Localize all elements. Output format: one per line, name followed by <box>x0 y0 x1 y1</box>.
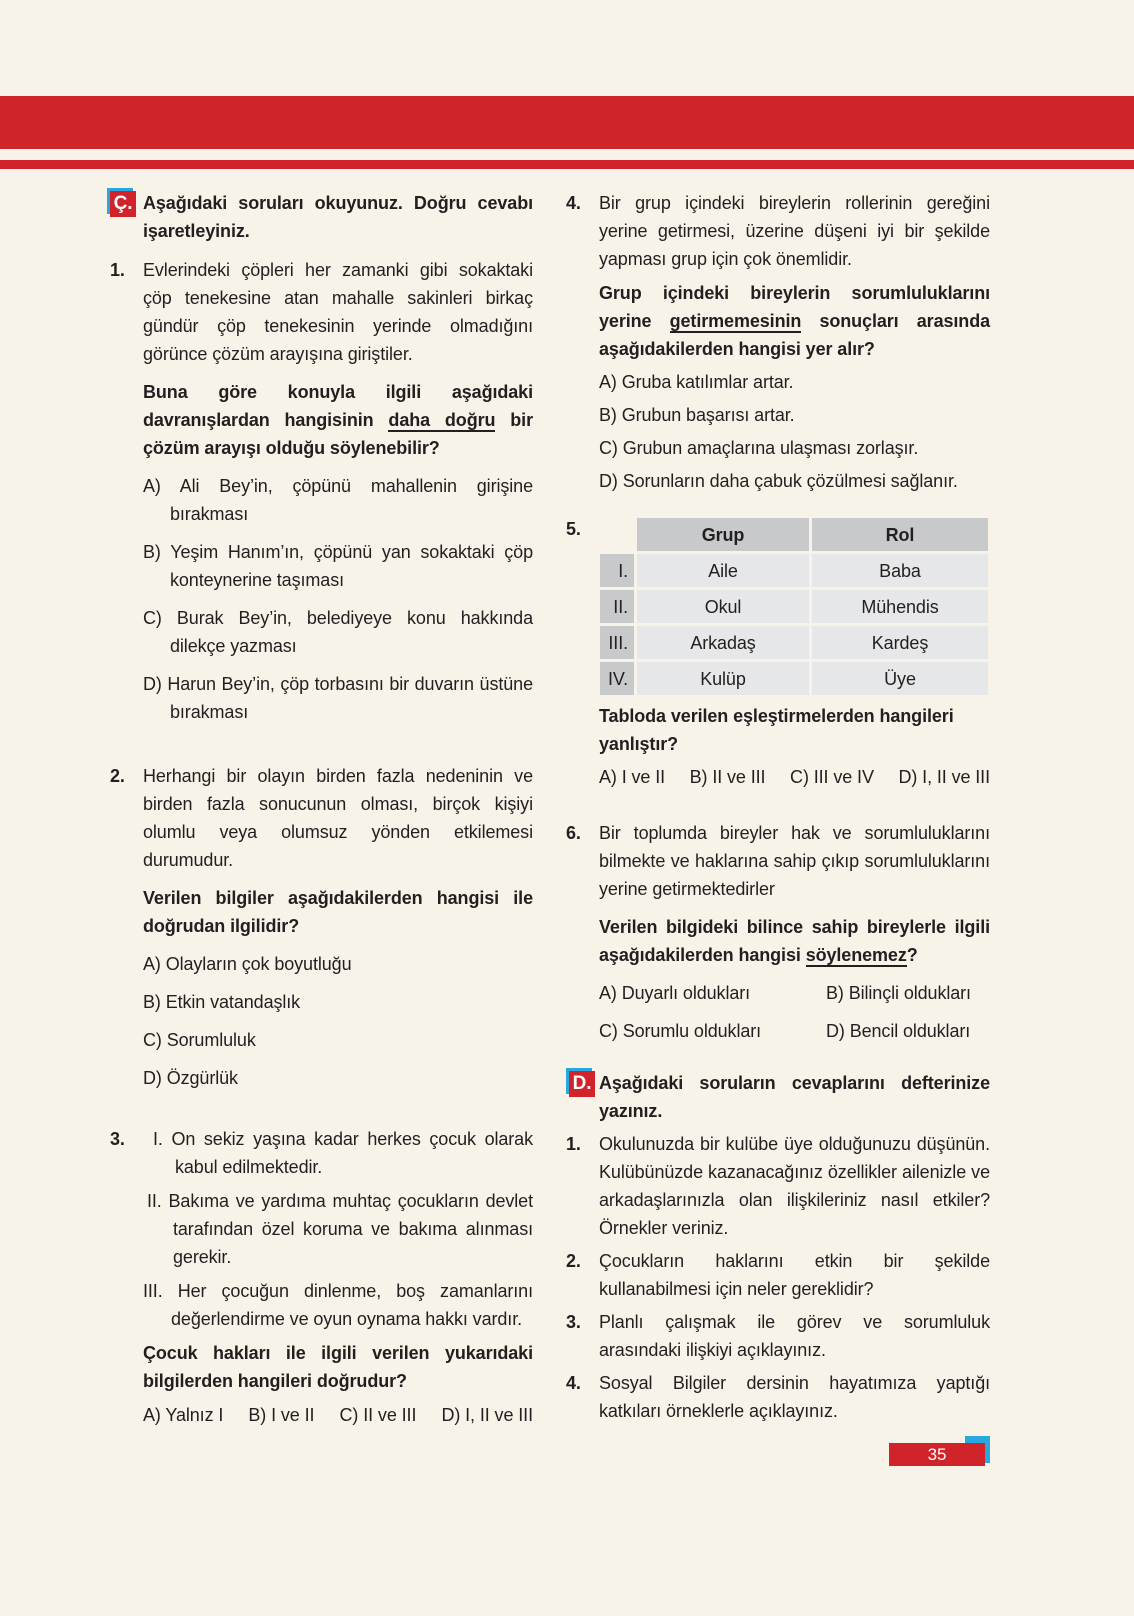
q6-option-c[interactable]: C) Sorumlu oldukları <box>599 1021 762 1041</box>
q6-option-a[interactable]: A) Duyarlı oldukları <box>599 983 751 1003</box>
q5-option-a[interactable]: A) I ve II <box>599 767 666 787</box>
header-red-band <box>0 96 1134 149</box>
d1-number: 1. <box>566 1134 581 1154</box>
cell-role: Baba <box>811 553 990 589</box>
q3-item-2: II. Bakıma ve yardıma muhtaç çocukların devlet tarafından özel koruma ve bakıma alınması gerekir. <box>147 1191 533 1267</box>
q2-option-d[interactable]: D) Özgürlük <box>143 1068 238 1088</box>
question-2 <box>110 762 533 1092</box>
q1-number: 1. <box>110 260 125 280</box>
q5-options <box>599 763 990 791</box>
table-row <box>599 553 990 589</box>
question-5 <box>566 515 990 791</box>
q6-q-pre: Verilen bilgideki bilince sahip bireylerle ilgili aşağıdakilerden hangisi <box>599 917 990 965</box>
q2-question: Verilen bilgiler aşağıdakilerden hangisi ile doğrudan ilgilidir? <box>143 888 533 936</box>
d-question-3 <box>566 1308 990 1364</box>
section-c-title: Aşağıdaki soruları okuyunuz. Doğru cevabı işaretleyiniz. <box>143 193 533 241</box>
q4-q-pre: Grup içindeki bireylerin sorumluluklarını yerine <box>599 283 990 331</box>
q6-option-b[interactable]: B) Bilinçli oldukları <box>826 983 971 1003</box>
d2-text: Çocukların haklarını etkin bir şekilde kullanabilmesi için neler gereklidir? <box>599 1251 990 1299</box>
q1-q-underline: daha doğru <box>388 410 496 430</box>
q6-option-d[interactable]: D) Bencil oldukları <box>826 1021 971 1041</box>
q2-option-a[interactable]: A) Olayların çok boyutluğu <box>143 954 352 974</box>
question-1 <box>110 256 533 726</box>
d3-text: Planlı çalışmak ile görev ve sorumluluk arasındaki ilişkiyi açıklayınız. <box>599 1312 990 1360</box>
question-6 <box>566 819 990 1045</box>
d3-number: 3. <box>566 1312 581 1332</box>
d-question-4 <box>566 1369 990 1425</box>
q6-q-underline: söylenemez <box>805 945 907 965</box>
q3-options <box>143 1401 533 1429</box>
d1-text: Okulunuzda bir kulübe üye olduğunuzu düşünün. Kulübünüzde kazanacağınız özellikler ailenizle ve arkadaşlarınızla olan ilişkileriniz nasıl etkiler? Örnekler veriniz. <box>599 1134 990 1238</box>
q3-item-1: I. On sekiz yaşına kadar herkes çocuk olarak kabul edilmektedir. <box>153 1129 533 1177</box>
row-label: II. <box>599 589 636 625</box>
row-label: III. <box>599 625 636 661</box>
table-header-group: Grup <box>636 517 811 553</box>
group-role-table <box>597 515 991 698</box>
cell-group: Arkadaş <box>636 625 811 661</box>
q5-number: 5. <box>566 519 581 539</box>
d4-number: 4. <box>566 1373 581 1393</box>
q6-q-post: ? <box>906 945 918 965</box>
q1-question <box>143 378 533 462</box>
q2-option-c[interactable]: C) Sorumluluk <box>143 1030 256 1050</box>
cell-role: Mühendis <box>811 589 990 625</box>
q3-option-a[interactable]: A) Yalnız I <box>143 1405 224 1425</box>
q6-number: 6. <box>566 823 581 843</box>
section-c-marker: Ç. <box>110 191 136 217</box>
table-row <box>599 625 990 661</box>
d2-number: 2. <box>566 1251 581 1271</box>
q5-question: Tabloda verilen eşleştirmelerden hangileri yanlıştır? <box>599 706 954 754</box>
q3-item-3: III. Her çocuğun dinlenme, boş zamanlarını değerlendirme ve oyun oynama hakkı vardır. <box>143 1281 533 1329</box>
section-c-header <box>110 189 533 245</box>
q4-q-underline: getirmemesinin <box>669 311 802 331</box>
cell-group: Aile <box>636 553 811 589</box>
d-question-2 <box>566 1247 990 1303</box>
q4-option-b[interactable]: B) Grubun başarısı artar. <box>599 405 795 425</box>
section-d-marker: D. <box>569 1071 595 1097</box>
q4-question <box>599 279 990 363</box>
q3-option-c[interactable]: C) II ve III <box>339 1405 417 1425</box>
q2-option-b[interactable]: B) Etkin vatandaşlık <box>143 992 301 1012</box>
q5-option-b[interactable]: B) II ve III <box>689 767 766 787</box>
page-number: 35 <box>889 1443 985 1466</box>
cell-group: Kulüp <box>636 661 811 697</box>
q1-q-pre: Buna göre konuyla ilgili aşağıdaki davranışlardan hangisinin <box>143 382 533 430</box>
q1-q-post: bir çözüm arayışı olduğu söylenebilir? <box>143 410 533 458</box>
q5-option-d[interactable]: D) I, II ve III <box>898 767 990 787</box>
q3-option-b[interactable]: B) I ve II <box>248 1405 315 1425</box>
question-4 <box>566 189 990 495</box>
left-column <box>110 189 533 1429</box>
cell-group: Okul <box>636 589 811 625</box>
table-corner <box>599 517 636 553</box>
table-row <box>599 589 990 625</box>
q4-option-d[interactable]: D) Sorunların daha çabuk çözülmesi sağlanır. <box>599 471 958 491</box>
table-header-role: Rol <box>811 517 990 553</box>
q1-option-a[interactable]: A) Ali Bey’in, çöpünü mahallenin girişine bırakması <box>143 476 533 524</box>
q4-option-a[interactable]: A) Gruba katılımlar artar. <box>599 372 794 392</box>
table-row <box>599 661 990 697</box>
row-label: IV. <box>599 661 636 697</box>
q3-option-d[interactable]: D) I, II ve III <box>441 1405 533 1425</box>
q2-text: Herhangi bir olayın birden fazla nedeninin ve birden fazla sonucunun olması, birçok kişiyi olumlu veya olumsuz yönden etkilemesi durumudur. <box>143 766 533 870</box>
section-d-header <box>566 1069 990 1125</box>
q3-number: 3. <box>110 1129 125 1149</box>
q4-number: 4. <box>566 193 581 213</box>
q4-q-post: sonuçları arasında aşağıdakilerden hangisi yer alır? <box>599 311 990 359</box>
page-number-box <box>889 1443 985 1466</box>
q3-question: Çocuk hakları ile ilgili verilen yukarıdaki bilgilerden hangileri doğrudur? <box>143 1343 533 1391</box>
q1-option-c[interactable]: C) Burak Bey’in, belediyeye konu hakkında dilekçe yazması <box>143 608 533 656</box>
header-red-line <box>0 160 1134 169</box>
q4-option-c[interactable]: C) Grubun amaçlarına ulaşması zorlaşır. <box>599 438 919 458</box>
q6-text: Bir toplumda bireyler hak ve sorumluluklarını bilmekte ve haklarına sahip çıkıp sorumluluklarını yerine getirmektedirler <box>599 823 990 899</box>
q4-text: Bir grup içindeki bireylerin rollerinin gereğini yerine getirmesi, üzerine düşeni iyi bir şekilde yapması grup için çok önemlidir. <box>599 193 990 269</box>
q1-text: Evlerindeki çöpleri her zamanki gibi sokaktaki çöp tenekesine atan mahalle sakinleri birkaç gündür çöp tenekesinin yerinde olmadığını görünce çözüm arayışına giriştiler. <box>143 260 533 364</box>
cell-role: Üye <box>811 661 990 697</box>
d-question-1 <box>566 1130 990 1242</box>
cell-role: Kardeş <box>811 625 990 661</box>
q5-option-c[interactable]: C) III ve IV <box>790 767 874 787</box>
q6-options <box>599 979 990 1045</box>
q1-option-d[interactable]: D) Harun Bey’in, çöp torbasını bir duvarın üstüne bırakması <box>143 674 533 722</box>
q1-option-b[interactable]: B) Yeşim Hanım’ın, çöpünü yan sokaktaki çöp konteynerine taşıması <box>143 542 533 590</box>
d4-text: Sosyal Bilgiler dersinin hayatımıza yaptığı katkıları örneklerle açıklayınız. <box>599 1373 990 1421</box>
q6-question <box>599 913 990 969</box>
section-d-title: Aşağıdaki soruların cevaplarını defterinize yazınız. <box>599 1073 990 1121</box>
row-label: I. <box>599 553 636 589</box>
question-3 <box>110 1125 533 1429</box>
q2-number: 2. <box>110 766 125 786</box>
right-column <box>566 189 990 1466</box>
